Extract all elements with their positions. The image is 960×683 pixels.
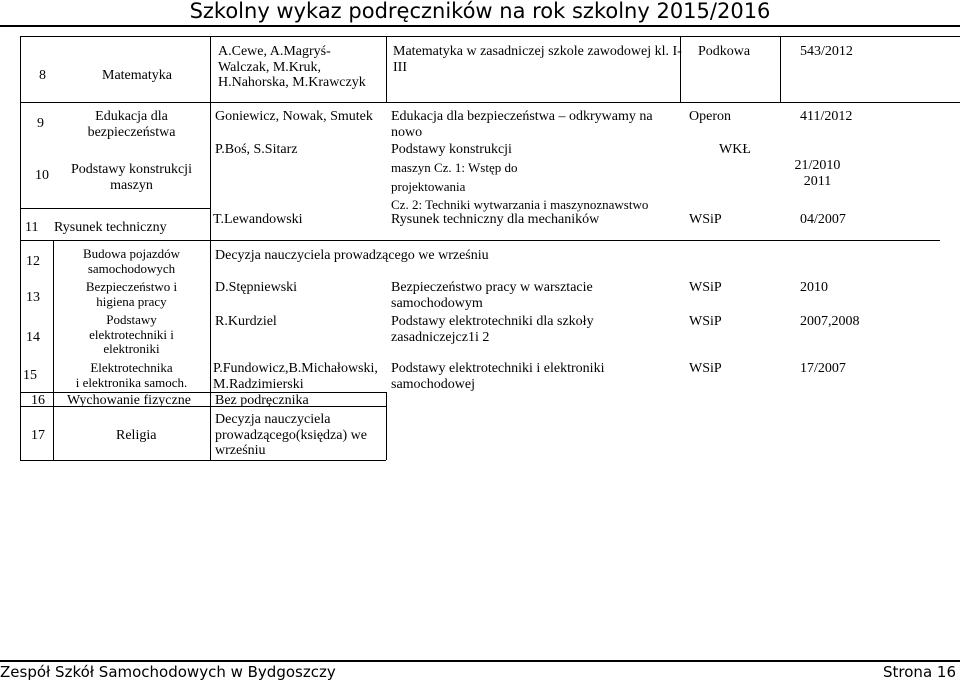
row-number: 10 — [35, 168, 49, 183]
approval-number-cell: 17/2007 — [800, 361, 846, 376]
teacher-decision-note: Decyzja nauczyciela prowadzącego we wrześniu — [215, 248, 489, 263]
book-title-cell: projektowania — [391, 179, 466, 194]
authors-cell: P.Fundowicz,B.Michałowski, M.Radzimierski — [213, 361, 378, 392]
footer-school-name: Zespół Szkół Samochodowych w Bydgoszczy — [0, 663, 336, 681]
page-header-title: Szkolny wykaz podręczników na rok szkolny 2015/2016 — [189, 0, 771, 23]
footer-rule — [0, 660, 960, 662]
authors-cell: A.Cewe, A.Magryś- Walczak, M.Kruk, H.Nahorska, M.Krawczyk — [218, 44, 366, 90]
subject-cell: Podstawy elektrotechniki i elektroniki — [89, 312, 174, 356]
subject-cell: Budowa pojazdów samochodowych — [82, 246, 181, 276]
book-title-cell: Rysunek techniczny dla mechaników — [391, 212, 600, 227]
authors-cell: Bez podręcznika — [215, 393, 309, 408]
table-top-border — [20, 36, 960, 37]
row-divider — [20, 240, 940, 241]
publisher-cell: Operon — [689, 109, 731, 124]
row-number: 8 — [39, 68, 46, 83]
book-title-cell: Edukacja dla bezpieczeństwa – odkrywamy na nowo — [391, 109, 653, 140]
publisher-cell: WSiP — [689, 361, 722, 376]
row-number: 17 — [31, 428, 45, 443]
header-rule — [0, 25, 960, 27]
subject-cell: Matematyka — [102, 68, 172, 83]
col-border — [386, 36, 387, 102]
approval-number-cell: 411/2012 — [800, 109, 853, 124]
row-divider — [20, 208, 210, 209]
publisher-cell: WSiP — [689, 314, 722, 329]
subject-cell: Bezpieczeństwo i higiena pracy — [85, 279, 178, 309]
approval-number-cell: 21/2010 2011 — [794, 158, 841, 189]
footer-page-number: Strona 16 — [883, 663, 956, 681]
row-number: 9 — [37, 116, 44, 131]
row-number: 15 — [23, 368, 37, 383]
col-border — [20, 36, 21, 460]
authors-cell: T.Lewandowski — [213, 212, 303, 227]
authors-cell: Decyzja nauczyciela prowadzącego(księdza) we wrześniu — [215, 412, 367, 458]
row-divider — [20, 102, 960, 103]
approval-number-cell: 2010 — [800, 280, 828, 295]
subject-cell: Elektrotechnika i elektronika samoch. — [75, 360, 188, 390]
authors-cell: R.Kurdziel — [215, 314, 277, 329]
book-title-cell: maszyn Cz. 1: Wstęp do — [391, 160, 518, 175]
subject-cell: Religia — [116, 428, 157, 443]
authors-cell: D.Stępniewski — [215, 280, 298, 295]
subject-cell: Rysunek techniczny — [54, 220, 167, 235]
col-border — [210, 36, 211, 460]
book-title-cell: Podstawy elektrotechniki dla szkoły zasadniczejcz1i 2 — [391, 314, 594, 345]
approval-number-cell: 543/2012 — [800, 44, 853, 59]
book-title-cell: Matematyka w zasadniczej szkole zawodowej kl. I- III — [393, 44, 682, 75]
book-title-cell: Podstawy konstrukcji — [391, 142, 512, 157]
row-number: 12 — [26, 254, 40, 269]
authors-cell: P.Boś, S.Sitarz — [215, 142, 298, 157]
book-title-cell: Podstawy elektrotechniki i elektroniki samochodowej — [391, 361, 605, 392]
publisher-cell: WSiP — [689, 280, 722, 295]
subject-cell: Wychowanie fizyczne — [67, 393, 191, 408]
row-number: 13 — [26, 290, 40, 305]
approval-number-cell: 2007,2008 — [800, 314, 860, 329]
book-title-cell: Cz. 2: Techniki wytwarzania i maszynoznawstwo — [391, 197, 649, 212]
row-number: 16 — [31, 393, 45, 408]
table-bottom-border — [20, 460, 386, 461]
authors-cell: Goniewicz, Nowak, Smutek — [215, 109, 373, 124]
row-number: 14 — [26, 330, 40, 345]
row-number: 11 — [25, 220, 39, 235]
subject-cell: Edukacja dla bezpieczeństwa — [87, 109, 176, 140]
publisher-cell: WKŁ — [719, 142, 751, 157]
publisher-cell: Podkowa — [698, 44, 751, 59]
subject-cell: Podstawy konstrukcji maszyn — [71, 162, 192, 193]
col-border — [386, 392, 387, 460]
approval-number-cell: 04/2007 — [800, 212, 846, 227]
publisher-cell: WSiP — [689, 212, 722, 227]
book-title-cell: Bezpieczeństwo pracy w warsztacie samochodowym — [391, 280, 593, 311]
col-border — [780, 36, 781, 102]
